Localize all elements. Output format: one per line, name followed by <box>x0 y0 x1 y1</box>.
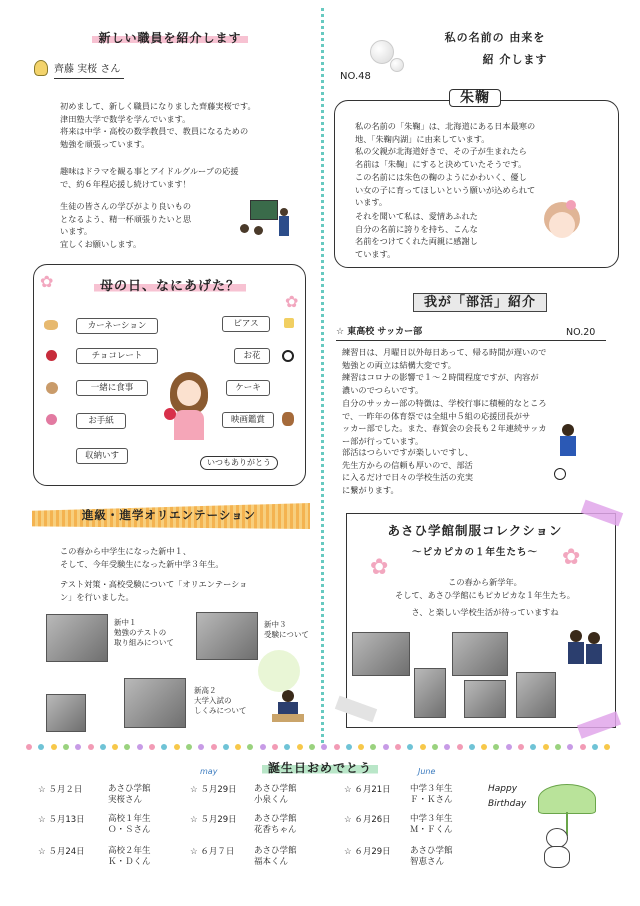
staff-para-3: 生徒の皆さんの学びがより良いもの となるよう、精一杯頑張りたいと思 います。 宜しくお願いします。 <box>60 201 192 250</box>
name-origin-para-1: 私の名前の「朱鞠」は、北海道にある日本最寒の 地、「朱鞠内湖」に由来しています。 私の父親が北海道好きで、その子が生まれたら 名前は「朱鞠」にすると決めていたそうです。 この名前には朱色の鞠のようにかわいく、優し い女の子に育ってほしいという願いが込められて います。 <box>355 121 536 208</box>
decorative-dot <box>235 744 241 750</box>
club-para-2: 部活はつらいですが楽しいですし、 先生方からの信頼も厚いので、部活 に入るだけで日々の学校生活の充実 に繋がります。 <box>342 447 474 496</box>
decorative-dot <box>63 744 69 750</box>
club-rule <box>336 340 606 341</box>
decorative-dot <box>407 744 413 750</box>
decorative-dot <box>493 744 499 750</box>
decorative-dot <box>198 744 204 750</box>
soccer-illustration <box>548 424 588 484</box>
happy-birthday-text: Happy Birthday <box>488 784 527 810</box>
dots-divider <box>26 744 616 752</box>
gift-item: 収納いす <box>76 448 128 464</box>
thanks-label: いつもありがとう <box>200 456 278 470</box>
birthday-name: 中学３年生 Ｆ・Ｋさん <box>410 784 453 805</box>
decorative-dot <box>530 744 536 750</box>
orientation-note-3: 新高２ 大学入試の しくみについて <box>194 686 247 715</box>
uniform-photo-2 <box>452 632 508 676</box>
decorative-dot <box>100 744 106 750</box>
bear-icon <box>46 382 58 394</box>
birthday-date: ☆ ６月21日 <box>344 785 391 795</box>
birthday-date: ☆ ５月24日 <box>38 847 85 857</box>
uniform-photo-5 <box>516 672 556 718</box>
new-staff-title: 新しい職員を紹介します <box>60 30 280 47</box>
decorative-dot <box>137 744 143 750</box>
birthday-name: 高校１年生 Ｏ・Ｓさん <box>108 814 151 835</box>
decorative-dot <box>38 744 44 750</box>
birthday-date: ☆ ５月13日 <box>38 815 85 825</box>
decorative-dot <box>149 744 155 750</box>
orientation-para-1: この春から中学生になった新中１、 そして、今年受験生になった新中学３年生。 <box>60 546 224 569</box>
pudding-icon <box>284 318 294 328</box>
uniform-photo-4 <box>464 680 506 718</box>
name-origin-number: NO.48 <box>340 71 371 82</box>
decorative-dot <box>420 744 426 750</box>
decorative-dot <box>51 744 57 750</box>
name-origin-para-2: それを聞いて私は、愛情あふれた 自分の名前に誇りを持ち、こんな 名前をつけてくれた両親に感謝し ています。 <box>355 211 478 260</box>
uniform-photo-3 <box>414 668 446 718</box>
decorative-dot <box>75 744 81 750</box>
girl-illustration <box>540 198 585 248</box>
birthday-date: ☆ ５月29日 <box>190 815 237 825</box>
gift-item: ピアス <box>222 316 270 332</box>
decorative-dot <box>161 744 167 750</box>
decorative-dot <box>592 744 598 750</box>
uniform-students-illustration <box>566 630 606 670</box>
uniform-subtitle: ～ピカピカの１年生たち～ <box>411 547 538 558</box>
birthday-date: ☆ ６月７日 <box>190 847 235 857</box>
uniform-text-2: さ、と楽しい学校生活が待っていますね <box>411 607 559 617</box>
club-school: ☆ 東高校 サッカー部 <box>336 327 423 337</box>
mother-illustration <box>160 372 218 442</box>
decorative-dot <box>567 744 573 750</box>
staff-para-2: 趣味はドラマを観る事とアイドルグループの応援 で、約６年程応援し続けています！ <box>60 166 239 189</box>
birthday-name: あさひ学館 小泉くん <box>254 784 297 805</box>
gift-item: カーネーション <box>76 318 158 334</box>
decorative-dot <box>358 744 364 750</box>
orientation-photo-3 <box>46 694 86 732</box>
decorative-dot <box>284 744 290 750</box>
orientation-photo-2 <box>196 612 258 660</box>
club-title: 我が「部活」紹介 <box>380 294 580 313</box>
gift-item: チョコレート <box>76 348 158 364</box>
orientation-photo-4 <box>124 678 186 728</box>
decorative-dot <box>297 744 303 750</box>
birthday-name: あさひ学館 花香ちゃん <box>254 814 297 835</box>
teacher-illustration <box>240 200 295 240</box>
center-divider <box>321 8 324 743</box>
club-number: NO.20 <box>566 327 596 338</box>
rose-icon <box>46 350 57 361</box>
bread-icon <box>44 320 58 330</box>
flower-icon: ✿ <box>562 545 581 570</box>
flower-icon: ✿ <box>40 272 54 291</box>
june-label: June <box>418 767 436 776</box>
uniform-title: あさひ学館制服コレクション <box>387 523 563 538</box>
decorative-dot <box>334 744 340 750</box>
name-origin-title-2: 紹 介します <box>482 53 548 66</box>
panda-icon <box>282 350 294 362</box>
staff-name: 齊藤 実桜 さん <box>54 63 124 79</box>
gingerbread-icon <box>282 412 294 426</box>
decorative-dot <box>506 744 512 750</box>
flower-icon: ✿ <box>285 292 299 311</box>
orientation-note-1: 新中１ 勉強のテストの 取り組みについて <box>114 618 174 647</box>
decorative-dot <box>112 744 118 750</box>
club-para-1: 練習日は、月曜日以外毎日あって、帰る時間が遅いので 勉強との両立は結構大変です。 練習はコロナの影響で１～２時間程度ですが、内容が 濃いのでつらいです。 自分のサッカー部の特徴は、学校行事に積極的なところ で、一昨年の体育祭では全組中５組の応援団長がサ ッカー部でした。また、春賀会の会長も２年連続サッカ ー部が行っています。 <box>342 347 547 446</box>
name-origin-title-1: 私の名前の 由来を <box>444 31 546 44</box>
birthday-name: あさひ学館 智恵さん <box>410 846 453 867</box>
uniform-text: この春から新学年。 そして、あさひ学館にもピカピカな１年生たち。 <box>395 577 575 600</box>
uniform-photo-1 <box>352 632 410 676</box>
decorative-dot <box>604 744 610 750</box>
decorative-dot <box>518 744 524 750</box>
decorative-dot <box>395 744 401 750</box>
birthday-title: 誕生日おめでとう <box>240 760 400 777</box>
decorative-dot <box>247 744 253 750</box>
decorative-dot <box>555 744 561 750</box>
gift-item: お手紙 <box>76 413 126 429</box>
birthday-date: ☆ ５月29日 <box>190 785 237 795</box>
birthday-date: ☆ ５月２日 <box>38 785 83 795</box>
decorative-dot <box>321 744 327 750</box>
decorative-dot <box>346 744 352 750</box>
decorative-dot <box>457 744 463 750</box>
decorative-dot <box>211 744 217 750</box>
decorative-dot <box>580 744 586 750</box>
decorative-dot <box>370 744 376 750</box>
gift-item: 一緒に食事 <box>76 380 148 396</box>
cat-leaf-illustration <box>532 784 602 874</box>
decorative-dot <box>543 744 549 750</box>
mothers-day-title: 母の日、なにあげた？ <box>60 278 280 297</box>
orientation-note-2: 新中３ 受験について <box>264 620 309 639</box>
staff-para-1: 初めまして、新しく職員になりました齊藤実桜です。 津田塾大学で数学を学んでいます。 将来は中学・高校の数学教員で、教員になるための 勉強を頑張っています。 <box>60 101 256 150</box>
student-illustration <box>272 690 304 724</box>
decorative-dot <box>309 744 315 750</box>
decorative-dot <box>223 744 229 750</box>
decorative-dot <box>186 744 192 750</box>
decorative-dot <box>469 744 475 750</box>
green-circle-deco <box>258 650 300 692</box>
name-origin-name: 朱鞠 <box>430 88 520 108</box>
gift-item: ケーキ <box>226 380 270 396</box>
decorative-dot <box>272 744 278 750</box>
staff-avatar-icon <box>34 60 48 76</box>
decorative-dot <box>260 744 266 750</box>
decorative-dot <box>174 744 180 750</box>
gift-item: お花 <box>234 348 270 364</box>
gift-item: 映画鑑賞 <box>222 412 274 428</box>
decorative-dot <box>481 744 487 750</box>
carnation-icon <box>46 414 57 425</box>
decorative-dot <box>124 744 130 750</box>
orientation-title: 進級・進学オリエンテーション <box>81 508 257 522</box>
birthday-name: 中学３年生 Ｍ・Ｆくん <box>410 814 453 835</box>
birthday-name: 高校２年生 Ｋ・Ｄくん <box>108 846 151 867</box>
orientation-photo-1 <box>46 614 108 662</box>
birthday-date: ☆ ６月26日 <box>344 815 391 825</box>
birthday-name: あさひ学館 実桜さん <box>108 784 151 805</box>
birthday-name: あさひ学館 福本くん <box>254 846 297 867</box>
decorative-dot <box>444 744 450 750</box>
may-label: may <box>200 767 218 776</box>
bubbles-decoration <box>370 40 410 80</box>
decorative-dot <box>432 744 438 750</box>
flower-icon: ✿ <box>370 555 389 580</box>
decorative-dot <box>88 744 94 750</box>
birthday-date: ☆ ６月29日 <box>344 847 391 857</box>
decorative-dot <box>26 744 32 750</box>
decorative-dot <box>383 744 389 750</box>
orientation-para-2: テスト対策・高校受験について「オリエンテーショ ン」を行いました。 <box>60 579 248 602</box>
